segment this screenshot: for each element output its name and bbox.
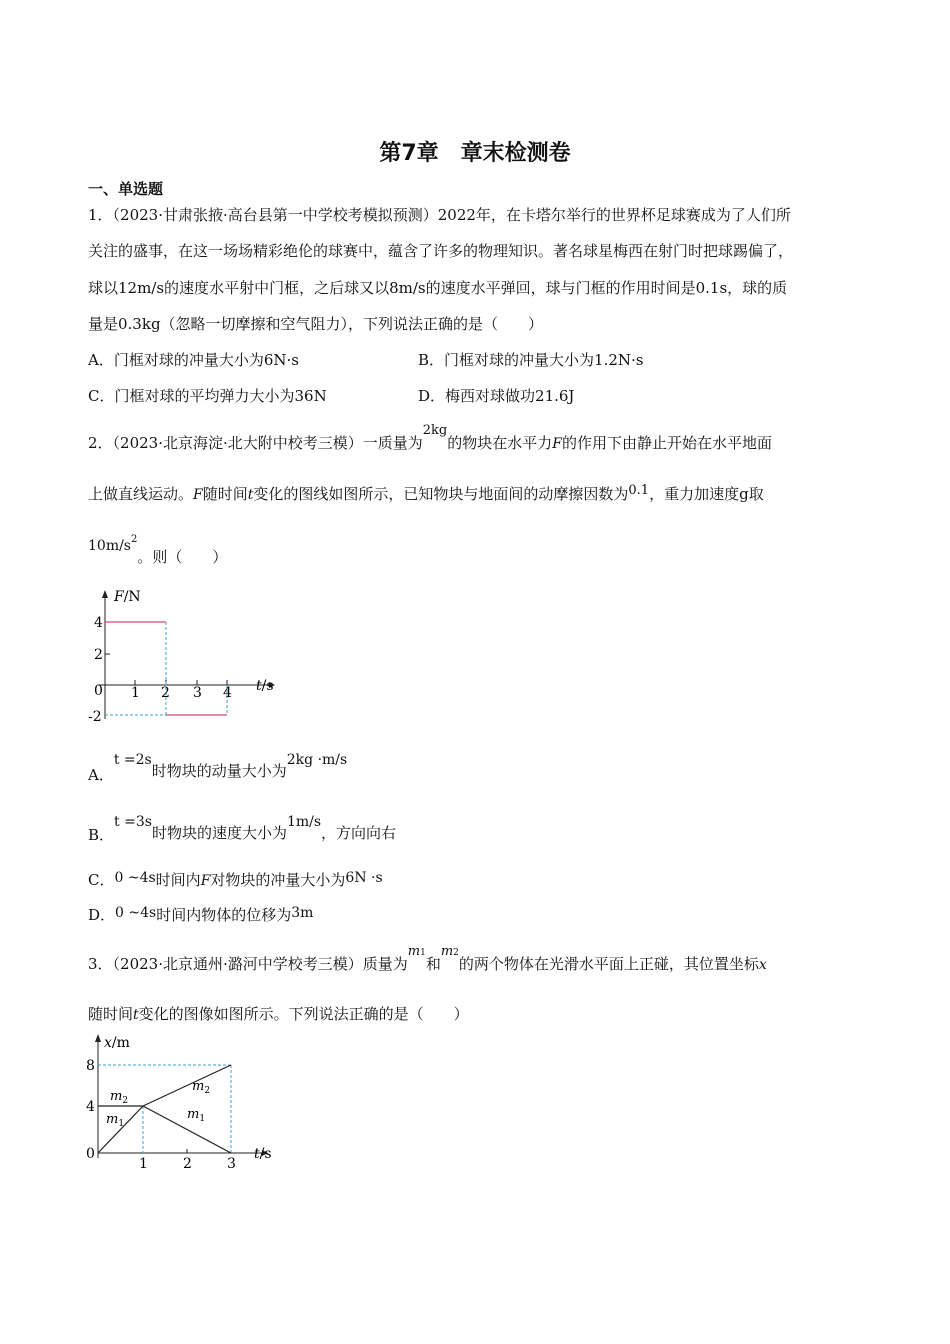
q3-line-1 [88, 944, 767, 974]
q2-option-b-time: t =3s [114, 814, 152, 830]
q2-option-b-text: 时物块的速度大小为 [151, 824, 287, 842]
q3-origin-label: 0 [86, 1146, 95, 1162]
q2-option-b-prefix: B． [88, 826, 115, 844]
q2-xtick-label-4: 4 [223, 685, 232, 701]
q2-option-d [88, 904, 313, 925]
q2-option-c-prefix: C． [88, 871, 115, 889]
q3-line2-b: 变化的图像如图所示。下列说法正确的是（ ） [138, 1005, 469, 1023]
q2-line1-a: 2．（2023·北京海淀·北大附中校考三模）一质量为 [88, 434, 423, 452]
q1-line-3: 球以12m/s的速度水平射中门框，之后球又以8m/s的速度水平弹回，球与门框的作用时间是0.1s，球的质 [88, 279, 788, 297]
q2-option-c-range: 0 ~4s [114, 870, 156, 886]
q3-x: x [758, 957, 767, 973]
q2-x-axis-label: t/s [256, 678, 274, 694]
q3-label-m2-after: $m_2$ [192, 1079, 211, 1096]
q2-line-2 [88, 483, 764, 504]
q2-line2-F: F [193, 487, 203, 503]
q2-line2-a: 上做直线运动。 [88, 485, 194, 503]
q2-option-a-prefix: A． [88, 766, 114, 784]
q2-g-exp: 2 [131, 534, 138, 545]
q3-m1-before [98, 1106, 143, 1153]
q1-option-c: C．门框对球的平均弹力大小为36N [88, 387, 327, 405]
q2-ytick-label-neg2: -2 [88, 709, 102, 725]
q3-line1-b: 的两个物体在光滑水平面上正碰，其位置坐标 [458, 955, 759, 973]
q2-ytick-label-2: 2 [94, 647, 103, 663]
q2-option-a-text: 时物块的动量大小为 [151, 762, 287, 780]
q2-option-d-value: 3m [291, 905, 314, 921]
q2-line1-c: 的作用下由静止开始在水平地面 [561, 434, 772, 452]
q2-line2-t: t [247, 487, 254, 503]
q2-force-time-graph [84, 584, 284, 734]
q2-xtick-label-2: 2 [161, 685, 170, 701]
q3-xtick-label-1: 1 [139, 1156, 148, 1170]
q1-option-d: D．梅西对球做功21.6J [418, 387, 575, 405]
q2-g: 10m/s [88, 538, 131, 554]
q2-mass: 2kg [422, 423, 448, 438]
q2-line2-b: 随时间 [202, 485, 248, 503]
q2-option-a-value: 2kg ·m/s [286, 752, 348, 768]
q2-option-d-text: 时间内物体的位移为 [156, 906, 292, 924]
q2-y-axis-label: F/N [114, 589, 141, 605]
q2-option-a-time: t =2s [113, 752, 152, 768]
q2-origin-label: 0 [94, 683, 103, 699]
q3-line1-a: 3．（2023·北京通州·潞河中学校考三模）质量为 [88, 955, 408, 973]
q2-option-d-range: 0 ~4s [115, 905, 157, 921]
page-title: 第7章 章末检测卷 [379, 141, 571, 166]
q3-label-m1-before: $m_1$ [106, 1112, 125, 1129]
q2-option-c [88, 869, 383, 890]
q2-y-axis-arrow [102, 590, 108, 598]
q3-and: 和 [425, 955, 441, 973]
q2-line-1 [88, 423, 772, 453]
q2-line2-c: 变化的图线如图所示，已知物块与地面间的动摩擦因数为 [253, 485, 629, 503]
q2-line3-b: 。则（ ） [137, 548, 228, 566]
q2-option-c-F: F [200, 873, 211, 889]
q3-ytick-label-4: 4 [86, 1099, 95, 1115]
q1-line-4: 量是0.3kg（忽略一切摩擦和空气阻力），下列说法正确的是（ ） [88, 315, 544, 333]
q1-line-2: 关注的盛事，在这一场场精彩绝伦的球赛中，蕴含了许多的物理知识。著名球星梅西在射门时把球踢偏了， [88, 242, 794, 260]
q2-option-d-prefix: D． [88, 906, 116, 924]
q2-option-a [88, 748, 348, 784]
q3-y-axis-arrow [95, 1034, 101, 1042]
q3-line-2 [88, 1003, 469, 1024]
q2-line1-F: F [552, 436, 562, 452]
q1-line-1: 1．（2023·甘肃张掖·高台县第一中学校考模拟预测）2022年，在卡塔尔举行的世界杯足球赛成为了人们所 [88, 206, 791, 224]
q2-line-3 [88, 534, 228, 566]
q1-option-a: A．门框对球的冲量大小为6N·s [88, 351, 299, 369]
q2-option-b-text2: ，方向向右 [321, 824, 397, 842]
q2-xtick-label-1: 1 [131, 685, 140, 701]
q3-y-axis-label: x/m [104, 1035, 130, 1051]
q1-option-b: B．门框对球的冲量大小为1.2N·s [418, 351, 644, 369]
q2-mu: 0.1 [628, 483, 650, 498]
q3-label-m2-before: $m_2$ [110, 1089, 129, 1106]
q3-position-time-graph [84, 1030, 284, 1170]
q2-option-b [88, 810, 397, 844]
q2-option-c-value: 6N ·s [345, 870, 383, 886]
q3-m1: m1 [407, 944, 426, 959]
q2-option-c-text2: 对物块的冲量大小为 [210, 871, 346, 889]
q3-line2-a: 随时间 [88, 1005, 134, 1023]
q3-m2-after [143, 1065, 231, 1106]
q2-line2-d: ，重力加速度g取 [649, 485, 764, 503]
q3-x-axis-label: t/s [254, 1146, 272, 1162]
q2-ytick-label-4: 4 [94, 615, 103, 631]
section-heading: 一、单选题 [88, 180, 164, 198]
q3-label-m1-after: $m_1$ [187, 1107, 206, 1124]
q3-t: t [133, 1007, 139, 1023]
q3-xtick-label-3: 3 [227, 1156, 236, 1170]
q2-xtick-label-3: 3 [193, 685, 202, 701]
q3-ytick-label-8: 8 [86, 1058, 95, 1074]
q2-option-c-text: 时间内 [155, 871, 201, 889]
q2-option-b-value: 1m/s [286, 814, 322, 830]
q3-xtick-label-2: 2 [183, 1156, 192, 1170]
q2-line1-b: 的物块在水平力 [447, 434, 553, 452]
q3-m2: m2 [440, 944, 459, 959]
